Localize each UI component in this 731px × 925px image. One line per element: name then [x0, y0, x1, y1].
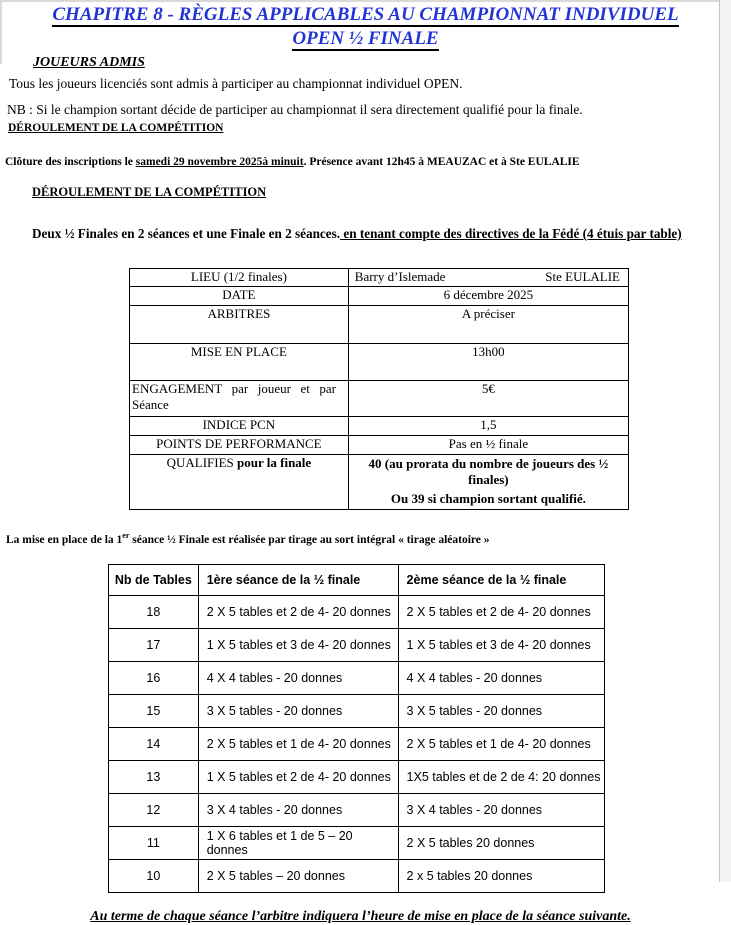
nb-tables-cell: 17 — [109, 628, 199, 661]
info-label-cell: INDICE PCN — [130, 417, 349, 436]
seance1-cell: 2 X 5 tables – 20 donnes — [198, 859, 398, 892]
tirage-suffix: séance ½ Finale est réalisée par tirage au sort intégral « tirage aléatoire » — [129, 533, 490, 546]
info-value-cell: 13h00 — [348, 344, 628, 381]
seance2-cell: 2 X 5 tables et 1 de 4- 20 donnes — [398, 727, 604, 760]
cloture-date: samedi 29 novembre 2025à minuit — [135, 156, 304, 168]
seance2-cell: 2 x 5 tables 20 donnes — [398, 859, 604, 892]
seance1-cell: 2 X 5 tables et 1 de 4- 20 donnes — [198, 727, 398, 760]
info-table — [129, 268, 629, 510]
info-row-indice — [130, 417, 629, 436]
nb-tables-cell: 11 — [109, 826, 199, 859]
cloture-line — [5, 156, 731, 168]
seance1-cell: 3 X 5 tables - 20 donnes — [198, 694, 398, 727]
deroulement-heading-1: DÉROULEMENT DE LA COMPÉTITION — [8, 122, 224, 134]
nb-text: NB : Si le champion sortant décide de participer au championnat il sera directement qualifié pour la finale. — [7, 102, 583, 117]
info-label-cell — [130, 381, 349, 417]
info-row-mise-en-place — [130, 344, 629, 381]
engagement-label: ENGAGEMENT par joueur et par Séance — [132, 381, 336, 412]
info-label-cell: POINTS DE PERFORMANCE — [130, 436, 349, 455]
seance-header-row — [109, 564, 605, 595]
info-row-date — [130, 287, 629, 306]
cloture-prefix: Clôture des inscriptions le — [5, 156, 136, 168]
info-value-cell — [348, 269, 628, 287]
info-row-lieu — [130, 269, 629, 287]
seance1-cell: 4 X 4 tables - 20 donnes — [198, 661, 398, 694]
seance-row — [109, 694, 605, 727]
seance-row — [109, 727, 605, 760]
title-line-1: CHAPITRE 8 - RÈGLES APPLICABLES AU CHAMPIONNAT INDIVIDUEL — [52, 4, 679, 25]
deroulement-heading-2: DÉROULEMENT DE LA COMPÉTITION — [32, 185, 267, 199]
qualifies-label-bold: pour la finale — [237, 455, 312, 470]
info-row-engagement — [130, 381, 629, 417]
seance1-cell: 1 X 5 tables et 3 de 4- 20 donnes — [198, 628, 398, 661]
seance2-cell: 4 X 4 tables - 20 donnes — [398, 661, 604, 694]
info-row-arbitres — [130, 306, 629, 344]
lieu-value-right: Ste EULALIE — [545, 269, 620, 284]
seance1-cell: 3 X 4 tables - 20 donnes — [198, 793, 398, 826]
info-label-cell: ARBITRES — [130, 306, 349, 344]
seance-row — [109, 760, 605, 793]
finales-plain: Deux ½ Finales en 2 séances et une Finale en 2 séances. — [32, 226, 341, 241]
joueurs-admis-heading: JOUEURS ADMIS — [33, 55, 145, 70]
seance2-cell: 2 X 5 tables et 2 de 4- 20 donnes — [398, 595, 604, 628]
info-row-points — [130, 436, 629, 455]
page-edge-left — [0, 0, 2, 64]
qualifies-value-line1: 40 (au prorata du nombre de joueurs des ½ finales) — [368, 456, 609, 487]
nb-tables-cell: 14 — [109, 727, 199, 760]
seance-row — [109, 793, 605, 826]
seance-row — [109, 595, 605, 628]
seance2-cell: 3 X 4 tables - 20 donnes — [398, 793, 604, 826]
page-edge-right — [719, 0, 731, 882]
info-value-cell: 6 décembre 2025 — [348, 287, 628, 306]
seance-header-nb: Nb de Tables — [109, 564, 199, 595]
footer-note: Au terme de chaque séance l’arbitre indiquera l’heure de mise en place de la séance suivante. — [90, 908, 631, 924]
seance-row — [109, 628, 605, 661]
nb-tables-cell: 13 — [109, 760, 199, 793]
nb-tables-cell: 18 — [109, 595, 199, 628]
seance-table — [108, 564, 605, 893]
seance2-cell: 1 X 5 tables et 3 de 4- 20 donnes — [398, 628, 604, 661]
info-label-cell: LIEU (1/2 finales) — [130, 269, 349, 287]
seance1-cell: 1 X 5 tables et 2 de 4- 20 donnes — [198, 760, 398, 793]
qualifies-label-plain: QUALIFIES — [166, 455, 238, 470]
cloture-suffix: . Présence avant 12h45 à MEAUZAC et à Ste EULALIE — [303, 156, 580, 168]
seance1-cell: 2 X 5 tables et 2 de 4- 20 donnes — [198, 595, 398, 628]
info-value-cell: Pas en ½ finale — [348, 436, 628, 455]
finales-underlined: en tenant compte des directives de la Fédé (4 étuis par table) — [340, 226, 682, 241]
qualifies-value-line2: Ou 39 si champion sortant qualifié. — [390, 491, 586, 506]
info-label-cell — [130, 455, 349, 510]
info-label-cell: DATE — [130, 287, 349, 306]
finales-text — [32, 223, 707, 244]
seance1-cell: 1 X 6 tables et 1 de 5 – 20 donnes — [198, 826, 398, 859]
seance-row — [109, 661, 605, 694]
info-value-cell: A préciser — [348, 306, 628, 344]
info-label-cell: MISE EN PLACE — [130, 344, 349, 381]
tirage-superscript: er — [122, 531, 130, 540]
nb-tables-cell: 10 — [109, 859, 199, 892]
tirage-prefix: La mise en place de la 1 — [6, 533, 123, 546]
seance-header-1: 1ère séance de la ½ finale — [198, 564, 398, 595]
seance2-cell: 2 X 5 tables 20 donnes — [398, 826, 604, 859]
info-value-cell: 5€ — [348, 381, 628, 417]
page-title — [0, 0, 731, 51]
seance-row — [109, 859, 605, 892]
title-line-2: OPEN ½ FINALE — [292, 28, 439, 49]
page-edge-top — [0, 0, 731, 2]
info-value-cell — [348, 455, 628, 510]
tirage-note — [6, 531, 731, 546]
nb-tables-cell: 12 — [109, 793, 199, 826]
seance2-cell: 1X5 tables et de 2 de 4: 20 donnes — [398, 760, 604, 793]
info-row-qualifies — [130, 455, 629, 510]
nb-tables-cell: 15 — [109, 694, 199, 727]
nb-tables-cell: 16 — [109, 661, 199, 694]
seance-header-2: 2ème séance de la ½ finale — [398, 564, 604, 595]
seance-row — [109, 826, 605, 859]
admission-text: Tous les joueurs licenciés sont admis à participer au championnat individuel OPEN. — [9, 76, 463, 91]
info-value-cell: 1,5 — [348, 417, 628, 436]
lieu-value-left: Barry d’Islemade — [354, 269, 446, 284]
seance2-cell: 3 X 5 tables - 20 donnes — [398, 694, 604, 727]
